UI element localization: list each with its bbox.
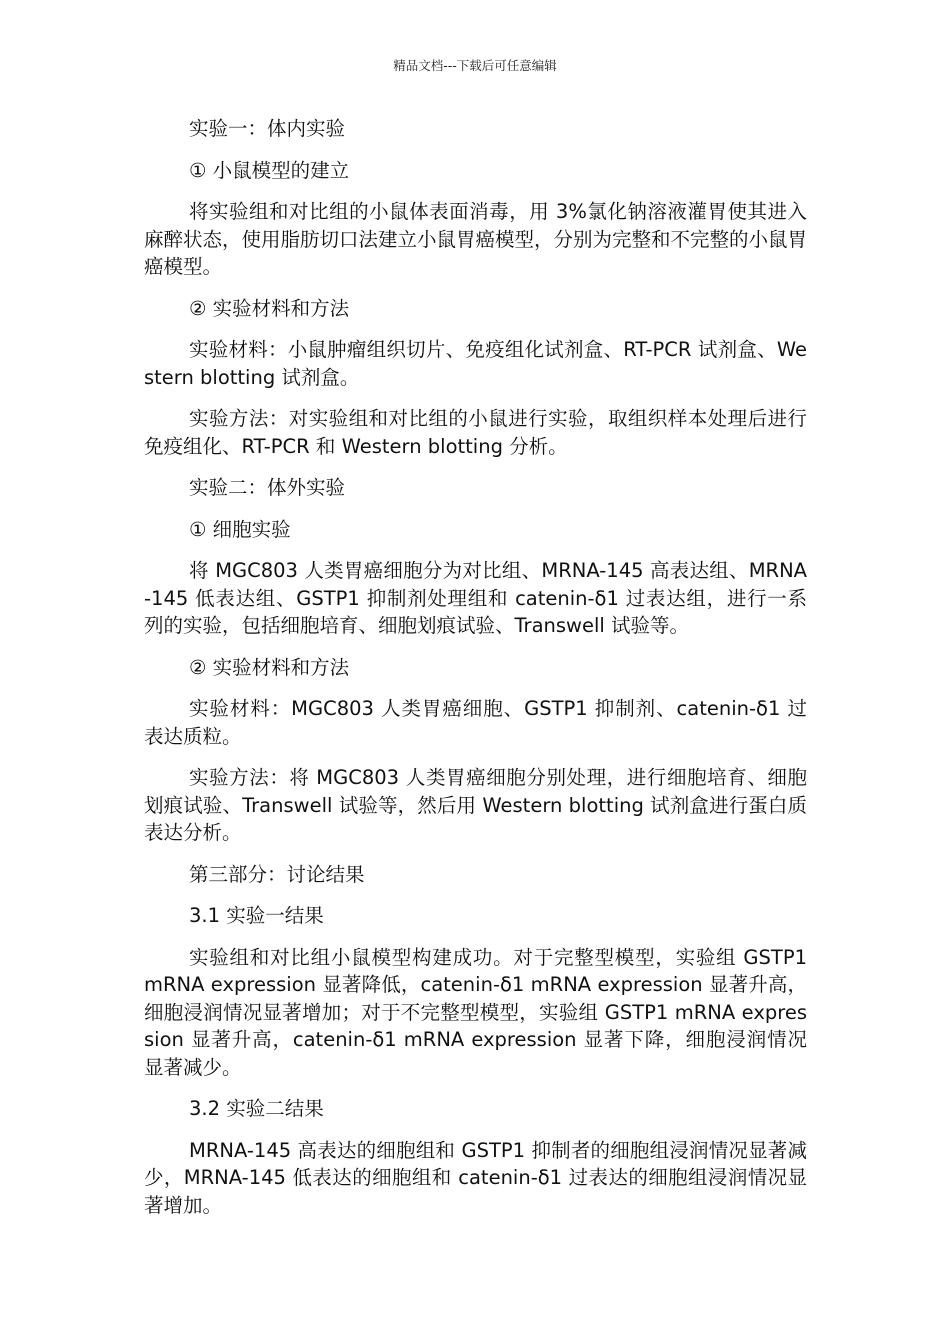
subheading-cell-experiment: ① 细胞实验 [189,517,291,541]
section-heading-experiment-2: 实验二：体外实验 [189,476,346,499]
paragraph-materials-2: 实验材料：MGC803 人类胃癌细胞、GSTP1 抑制剂、catenin-δ1 过表达质粒。 [144,697,807,748]
subheading-materials-methods-1: ② 实验材料和方法 [189,296,350,320]
paragraph-cell-experiment: 将 MGC803 人类胃癌细胞分为对比组、MRNA-145 高表达组、MRNA-145 低表达组、GSTP1 抑制剂处理组和 catenin-δ1 过表达组，进行一系列的实验，包括细胞培育、细胞划痕试验、Transwell 试验等。 [144,559,807,637]
section-heading-part-3: 第三部分：讨论结果 [189,862,365,886]
section-heading-experiment-1: 实验一：体内实验 [189,117,346,140]
paragraph-result-2: MRNA-145 高表达的细胞组和 GSTP1 抑制者的细胞组浸润情况显著减少，MRNA-145 低表达的细胞组和 catenin-δ1 过表达的细胞组浸润情况显著增加。 [144,1138,807,1217]
subheading-materials-methods-2: ② 实验材料和方法 [189,655,350,679]
document-body [144,115,807,1233]
subheading-result-1: 3.1 实验一结果 [189,904,324,927]
paragraph-methods-1: 实验方法：对实验组和对比组的小鼠进行实验，取组织样本处理后进行免疫组化、RT-PCR 和 Western blotting 分析。 [144,407,807,458]
paragraph-methods-2: 实验方法：将 MGC803 人类胃癌细胞分别处理，进行细胞培育、细胞划痕试验、Transwell 试验等，然后用 Western blotting 试剂盒进行蛋白质表达分析。 [144,766,807,844]
subheading-mouse-model: ① 小鼠模型的建立 [189,158,350,182]
paragraph-mouse-model: 将实验组和对比组的小鼠体表面消毒，用 3%氯化钠溶液灌胃使其进入麻醉状态，使用脂肪切口法建立小鼠胃癌模型，分别为完整和不完整的小鼠胃癌模型。 [144,200,808,278]
paragraph-materials-1: 实验材料：小鼠肿瘤组织切片、免疫组化试剂盒、RT-PCR 试剂盒、Western blotting 试剂盒。 [144,338,807,389]
subheading-result-2: 3.2 实验二结果 [189,1097,324,1120]
page-header: 精品文档---下载后可任意编辑 [393,58,557,73]
paragraph-result-1: 实验组和对比组小鼠模型构建成功。对于完整型模型，实验组 GSTP1 mRNA expression 显著降低，catenin-δ1 mRNA expression 显著升高，细胞浸润情况显著增加；对于不完整型模型，实验组 GSTP1 mRNA expression 显著升高，catenin-δ1 mRNA expression 显著下降，细胞浸润情况显著减少。 [144,945,807,1079]
